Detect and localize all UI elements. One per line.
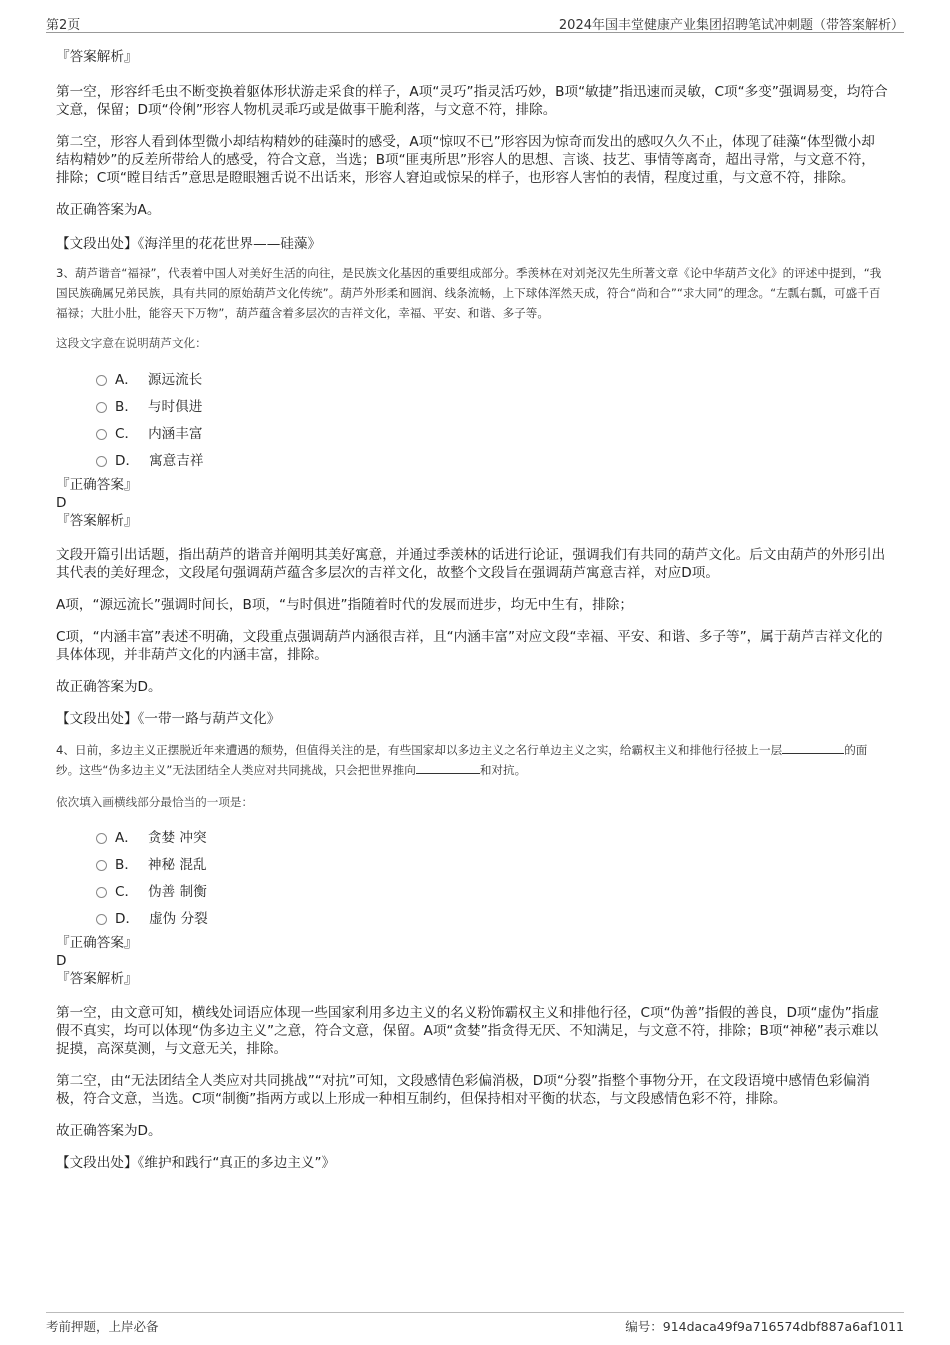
answer-conclusion: 故正确答案为D。 (56, 679, 162, 695)
analysis-paragraph: C项，“内涵丰富”表述不明确，文段重点强调葫芦内涵很吉祥，且“内涵丰富”对应文段“幸福、平安、和谐、多子等”，属于葫芦吉祥文化的具体体现，并非葫芦文化的内涵丰富，排除。 (56, 629, 883, 663)
passage-source: 【文段出处】《一带一路与葫芦文化》 (56, 711, 281, 727)
radio-icon[interactable] (96, 456, 107, 467)
option-d[interactable]: D． 虚伪 分裂 (96, 908, 888, 930)
page-header (46, 12, 904, 33)
question-prompt: 这段文字意在说明葫芦文化： (56, 336, 207, 350)
correct-answer-label: 『正确答案』 (56, 477, 138, 493)
option-c[interactable]: C． 内涵丰富 (96, 423, 888, 445)
analysis-paragraph: A项，“源远流长”强调时间长，B项，“与时俱进”指随着时代的发展而进步，均无中生有，排除； (56, 597, 633, 613)
question-stem: 3、葫芦谐音“福禄”，代表着中国人对美好生活的向往，是民族文化基因的重要组成部分。季羡林在对刘尧汉先生所著文章《论中华葫芦文化》的评述中提到，“我国民族确属兄弟民族，具有共同的原始葫芦文化传统”。葫芦外形柔和圆润、线条流畅，上下球体浑然天成，符合“尚和合”“求大同”的理念。“左瓢右瓢，可盛千百福禄；大肚小肚，能容天下万物”，葫芦蕴含着多层次的吉祥文化，幸福、平安、和谐、多子等。 (56, 266, 882, 320)
radio-icon[interactable] (96, 860, 107, 871)
analysis-paragraph: 第二空，由“无法团结全人类应对共同挑战”“对抗”可知，文段感情色彩偏消极，D项“分裂”指整个事物分开，在文段语境中感情色彩偏消极，符合文意，当选。C项“制衡”指两方或以上形成一种相互制约，但保持相对平衡的状态，与文段感情色彩不符，排除。 (56, 1073, 870, 1107)
document-id: 编号：914daca49f9a716574dbf887a6af1011 (625, 1319, 904, 1334)
radio-icon[interactable] (96, 833, 107, 844)
question-prompt: 依次填入画横线部分最恰当的一项是： (56, 795, 254, 809)
option-c[interactable]: C． 伪善 制衡 (96, 881, 888, 903)
analysis-label: 『答案解析』 (56, 971, 138, 987)
fill-blank (416, 761, 480, 774)
option-list (56, 827, 888, 930)
option-b[interactable]: B． 与时俱进 (96, 396, 888, 418)
analysis-paragraph: 文段开篇引出话题，指出葫芦的谐音并阐明其美好寓意，并通过季羡林的话进行论证，强调我们有共同的葫芦文化。后文由葫芦的外形引出其代表的美好理念，文段尾句强调葫芦蕴含多层次的吉祥文化，故整个文段旨在强调葫芦寓意吉祥，对应D项。 (56, 547, 886, 581)
radio-icon[interactable] (96, 887, 107, 898)
radio-icon[interactable] (96, 402, 107, 413)
analysis-label: 『答案解析』 (56, 513, 138, 529)
option-d[interactable]: D． 寓意吉祥 (96, 450, 888, 472)
analysis-paragraph: 第一空，形容纤毛虫不断变换着躯体形状游走采食的样子，A项“灵巧”指灵活巧妙，B项“敏捷”指迅速而灵敏，C项“多变”强调易变，均符合文意，保留；D项“伶俐”形容人物机灵乖巧或是做事干脆利落，与文意不符，排除。 (56, 84, 888, 118)
answer-conclusion: 故正确答案为A。 (56, 202, 161, 218)
main-content (56, 44, 888, 1172)
page-footer (46, 1312, 904, 1335)
question-stem: 4、日前，多边主义正摆脱近年来遭遇的颓势，但值得关注的是，有些国家却以多边主义之名行单边主义之实，给霸权主义和排他行径披上一层 的面纱。这些“伪多边主义”无法团结全人类应对共同挑战，只会把世界推向 和对抗。 (56, 743, 868, 777)
radio-icon[interactable] (96, 429, 107, 440)
option-a[interactable]: A． 源远流长 (96, 369, 888, 391)
analysis-label: 『答案解析』 (56, 49, 138, 65)
page-number: 第2页 (46, 18, 81, 33)
passage-source: 【文段出处】《海洋里的花花世界——硅藻》 (56, 236, 322, 252)
passage-source: 【文段出处】《维护和践行“真正的多边主义”》 (56, 1155, 336, 1171)
answer-conclusion: 故正确答案为D。 (56, 1123, 162, 1139)
correct-answer-label: 『正确答案』 (56, 935, 138, 951)
option-b[interactable]: B． 神秘 混乱 (96, 854, 888, 876)
radio-icon[interactable] (96, 914, 107, 925)
analysis-paragraph: 第一空，由文意可知，横线处词语应体现一些国家利用多边主义的名义粉饰霸权主义和排他行径，C项“伪善”指假的善良，D项“虚伪”指虚假不真实，均可以体现“伪多边主义”之意，符合文意，保留。A项“贪婪”指贪得无厌、不知满足，与文意不符，排除；B项“神秘”表示难以捉摸，高深莫测，与文意无关，排除。 (56, 1005, 879, 1057)
footer-slogan: 考前押题，上岸必备 (46, 1319, 159, 1334)
analysis-paragraph: 第二空，形容人看到体型微小却结构精妙的硅藻时的感受，A项“惊叹不已”形容因为惊奇而发出的感叹久久不止，体现了硅藻“体型微小却结构精妙”的反差所带给人的感受，符合文意，当选；B项“匪夷所思”形容人的思想、言谈、技艺、事情等离奇，超出寻常，与文意不符，排除；C项“瞠目结舌”意思是瞪眼翘舌说不出话来，形容人窘迫或惊呆的样子，也形容人害怕的表情，程度过重，与文意不符，排除。 (56, 134, 875, 186)
option-a[interactable]: A． 贪婪 冲突 (96, 827, 888, 849)
document-title: 2024年国丰堂健康产业集团招聘笔试冲刺题（带答案解析） (558, 18, 904, 33)
radio-icon[interactable] (96, 375, 107, 386)
option-list (56, 369, 888, 472)
correct-answer: D (56, 953, 67, 969)
correct-answer: D (56, 495, 67, 511)
fill-blank (782, 741, 844, 754)
